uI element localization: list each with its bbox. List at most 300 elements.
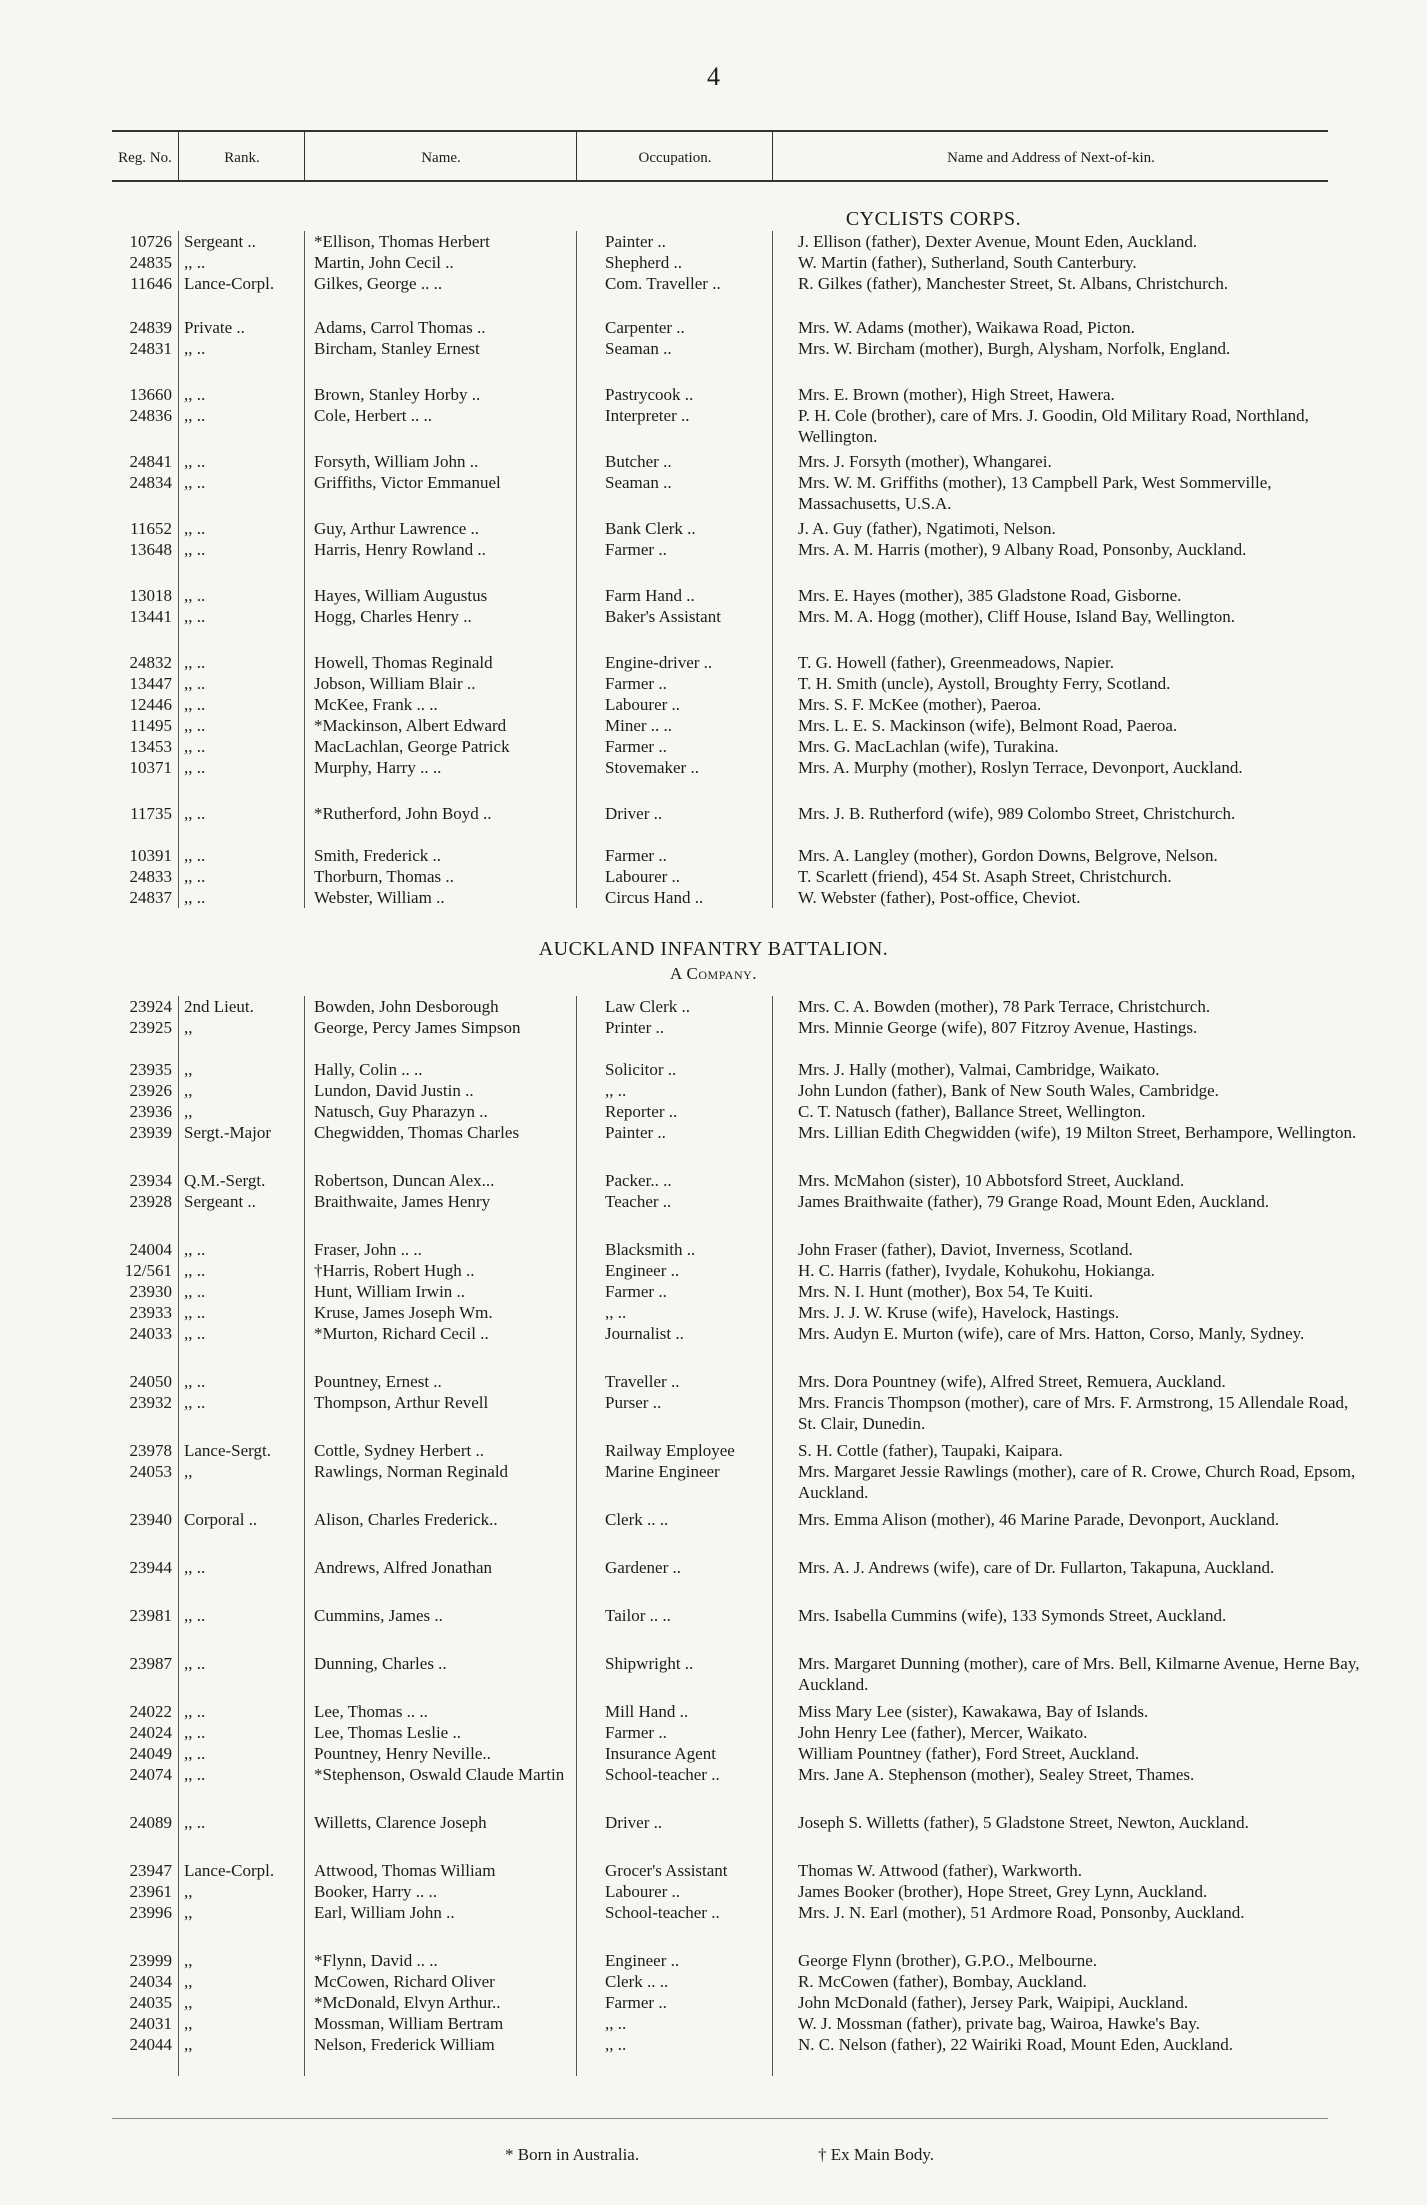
table-row	[0, 845, 1427, 866]
column-rule	[576, 996, 577, 2076]
occupation-cell: Insurance Agent	[605, 1744, 716, 1763]
next-of-kin-cell: Mrs. W. Bircham (mother), Burgh, Alysham, Norfolk, England.	[798, 339, 1231, 358]
reg-no-cell: 24834	[129, 473, 172, 492]
column-rule	[304, 996, 305, 2076]
name-cell: †Harris, Robert Hugh ..	[314, 1261, 475, 1280]
next-of-kin-cell: John Henry Lee (father), Mercer, Waikato.	[798, 1723, 1088, 1742]
next-of-kin-cell: Mrs. Dora Pountney (wife), Alfred Street, Remuera, Auckland.	[798, 1372, 1226, 1391]
rank-cell: ,, ..	[184, 339, 206, 358]
table-row	[0, 1461, 1427, 1503]
occupation-cell: Purser ..	[605, 1393, 662, 1412]
name-cell: Forsyth, William John ..	[314, 452, 479, 471]
name-cell: Lundon, David Justin ..	[314, 1081, 474, 1100]
occupation-cell: Farmer ..	[605, 674, 667, 693]
table-row	[0, 1902, 1427, 1944]
reg-no-cell: 24074	[129, 1765, 172, 1784]
reg-no-cell: 24837	[129, 888, 172, 907]
occupation-cell: ,, ..	[605, 2035, 627, 2054]
table-row	[0, 1860, 1427, 1881]
table-row	[0, 736, 1427, 757]
name-cell: Earl, William John ..	[314, 1903, 455, 1922]
occupation-cell: Marine Engineer	[605, 1462, 720, 1481]
column-rule	[772, 996, 773, 2076]
table-row	[0, 317, 1427, 338]
table-row	[0, 1170, 1427, 1191]
reg-no-cell: 13648	[129, 540, 172, 559]
next-of-kin-cell: T. Scarlett (friend), 454 St. Asaph Street, Christchurch.	[798, 867, 1172, 886]
rank-cell: ,, ..	[184, 1744, 206, 1763]
occupation-cell: Farmer ..	[605, 1282, 667, 1301]
name-cell: Fraser, John .. ..	[314, 1240, 422, 1259]
rank-cell: ,, ..	[184, 653, 206, 672]
name-cell: Pountney, Ernest ..	[314, 1372, 442, 1391]
rank-cell: Corporal ..	[184, 1510, 258, 1529]
table-row	[0, 1509, 1427, 1551]
next-of-kin-cell: William Pountney (father), Ford Street, Auckland.	[798, 1744, 1140, 1763]
table-row	[0, 803, 1427, 845]
reg-no-cell: 11495	[130, 716, 172, 735]
occupation-cell: Stovemaker ..	[605, 758, 699, 777]
reg-no-cell: 24839	[129, 318, 172, 337]
name-cell: McCowen, Richard Oliver	[314, 1972, 495, 1991]
next-of-kin-cell: Mrs. W. Adams (mother), Waikawa Road, Picton.	[798, 318, 1135, 337]
reg-no-cell: 24035	[129, 1993, 172, 2012]
next-of-kin-cell: James Booker (brother), Hope Street, Grey Lynn, Auckland.	[798, 1882, 1208, 1901]
name-cell: Attwood, Thomas William	[314, 1861, 496, 1880]
reg-no-cell: 24004	[129, 1240, 172, 1259]
column-rule	[178, 231, 179, 908]
name-cell: Cottle, Sydney Herbert ..	[314, 1441, 484, 1460]
name-cell: Martin, John Cecil ..	[314, 253, 454, 272]
table-row	[0, 273, 1427, 315]
name-cell: *Flynn, David .. ..	[314, 1951, 438, 1970]
rank-cell: ,, ..	[184, 737, 206, 756]
table-row	[0, 866, 1427, 887]
reg-no-cell: 12446	[129, 695, 172, 714]
table-row	[0, 1557, 1427, 1599]
rank-cell: ,,	[184, 2014, 193, 2033]
name-cell: Natusch, Guy Pharazyn ..	[314, 1102, 488, 1121]
column-header-name: Name.	[421, 149, 461, 166]
rank-cell: ,, ..	[184, 253, 206, 272]
next-of-kin-cell: R. McCowen (father), Bombay, Auckland.	[798, 1972, 1087, 1991]
table-row	[0, 887, 1427, 908]
table-row	[0, 1281, 1427, 1302]
section-title-cyclists: CYCLISTS CORPS.	[845, 208, 1022, 230]
table-row	[0, 996, 1427, 1017]
rank-cell: ,, ..	[184, 1324, 206, 1343]
table-row	[0, 694, 1427, 715]
name-cell: Harris, Henry Rowland ..	[314, 540, 486, 559]
occupation-cell: Seaman ..	[605, 339, 672, 358]
table-row	[0, 1017, 1427, 1059]
name-cell: Dunning, Charles ..	[314, 1654, 447, 1673]
rank-cell: Lance-Sergt.	[184, 1441, 272, 1460]
rank-cell: Lance-Corpl.	[184, 1861, 275, 1880]
next-of-kin-cell: Mrs. J. J. W. Kruse (wife), Havelock, Hastings.	[798, 1303, 1120, 1322]
reg-no-cell: 23924	[129, 997, 172, 1016]
next-of-kin-cell: Mrs. G. MacLachlan (wife), Turakina.	[798, 737, 1059, 756]
occupation-cell: School-teacher ..	[605, 1765, 720, 1784]
rank-cell: ,, ..	[184, 1261, 206, 1280]
name-cell: Thompson, Arthur Revell	[314, 1393, 489, 1412]
reg-no-cell: 11735	[130, 804, 172, 823]
occupation-cell: Engineer ..	[605, 1951, 680, 1970]
reg-no-cell: 24049	[129, 1744, 172, 1763]
reg-no-cell: 24089	[129, 1813, 172, 1832]
occupation-cell: Clerk .. ..	[605, 1510, 669, 1529]
next-of-kin-cell: Mrs. Audyn E. Murton (wife), care of Mrs. Hatton, Corso, Manly, Sydney.	[798, 1324, 1305, 1343]
reg-no-cell: 23999	[129, 1951, 172, 1970]
name-cell: Nelson, Frederick William	[314, 2035, 495, 2054]
reg-no-cell: 13441	[129, 607, 172, 626]
rank-cell: Lance-Corpl.	[184, 274, 275, 293]
reg-no-cell: 23933	[129, 1303, 172, 1322]
header-separator	[178, 130, 179, 180]
occupation-cell: Mill Hand ..	[605, 1702, 689, 1721]
rank-cell: ,, ..	[184, 1654, 206, 1673]
occupation-cell: Shepherd ..	[605, 253, 682, 272]
occupation-cell: Butcher ..	[605, 452, 672, 471]
table-row	[0, 1371, 1427, 1392]
table-row	[0, 451, 1427, 472]
next-of-kin-cell: Mrs. Margaret Jessie Rawlings (mother), care of R. Crowe, Church Road, Epsom, Auckland.	[798, 1462, 1356, 1502]
column-rule	[772, 231, 773, 908]
name-cell: *Murton, Richard Cecil ..	[314, 1324, 489, 1343]
occupation-cell: Farmer ..	[605, 846, 667, 865]
section-title-auckland: AUCKLAND INFANTRY BATTALION.	[538, 938, 889, 960]
occupation-cell: Engine-driver ..	[605, 653, 713, 672]
name-cell: Smith, Frederick ..	[314, 846, 442, 865]
rank-cell: ,, ..	[184, 1813, 206, 1832]
column-rule	[178, 996, 179, 2076]
rank-cell: ,, ..	[184, 1282, 206, 1301]
table-row	[0, 1701, 1427, 1722]
occupation-cell: Com. Traveller ..	[605, 274, 721, 293]
rank-cell: Sergeant ..	[184, 232, 256, 251]
table-row	[0, 2013, 1427, 2034]
reg-no-cell: 24832	[129, 653, 172, 672]
name-cell: Cole, Herbert .. ..	[314, 406, 433, 425]
table-row	[0, 2034, 1427, 2076]
reg-no-cell: 23934	[129, 1171, 172, 1190]
rank-cell: ,, ..	[184, 385, 206, 404]
rank-cell: ,, ..	[184, 586, 206, 605]
column-header-next-of-kin: Name and Address of Next-of-kin.	[947, 149, 1155, 166]
occupation-cell: Labourer ..	[605, 1882, 681, 1901]
next-of-kin-cell: Miss Mary Lee (sister), Kawakawa, Bay of Islands.	[798, 1702, 1149, 1721]
occupation-cell: Teacher ..	[605, 1192, 672, 1211]
next-of-kin-cell: Mrs. A. Langley (mother), Gordon Downs, Belgrove, Nelson.	[798, 846, 1218, 865]
table-row	[0, 472, 1427, 514]
header-separator	[304, 130, 305, 180]
name-cell: *Rutherford, John Boyd ..	[314, 804, 492, 823]
reg-no-cell: 24833	[129, 867, 172, 886]
next-of-kin-cell: W. Webster (father), Post-office, Cheviot.	[798, 888, 1081, 907]
occupation-cell: Packer.. ..	[605, 1171, 672, 1190]
next-of-kin-cell: Mrs. C. A. Bowden (mother), 78 Park Terrace, Christchurch.	[798, 997, 1211, 1016]
name-cell: Hunt, William Irwin ..	[314, 1282, 466, 1301]
rank-cell: ,, ..	[184, 1606, 206, 1625]
table-row	[0, 518, 1427, 539]
rank-cell: ,, ..	[184, 1765, 206, 1784]
rank-cell: ,, ..	[184, 758, 206, 777]
table-row	[0, 1440, 1427, 1461]
name-cell: *Ellison, Thomas Herbert	[314, 232, 490, 251]
rank-cell: ,,	[184, 1903, 193, 1922]
reg-no-cell: 10391	[129, 846, 172, 865]
next-of-kin-cell: Mrs. A. M. Harris (mother), 9 Albany Road, Ponsonby, Auckland.	[798, 540, 1247, 559]
rank-cell: Sergeant ..	[184, 1192, 256, 1211]
page-number: 4	[707, 62, 720, 91]
next-of-kin-cell: R. Gilkes (father), Manchester Street, St. Albans, Christchurch.	[798, 274, 1229, 293]
next-of-kin-cell: Mrs. W. M. Griffiths (mother), 13 Campbell Park, West Sommerville, Massachusetts, U.S.A.	[798, 473, 1272, 513]
occupation-cell: Farmer ..	[605, 540, 667, 559]
occupation-cell: Driver ..	[605, 1813, 663, 1832]
next-of-kin-cell: W. Martin (father), Sutherland, South Canterbury.	[798, 253, 1137, 272]
next-of-kin-cell: Mrs. Emma Alison (mother), 46 Marine Parade, Devonport, Auckland.	[798, 1510, 1280, 1529]
rank-cell: ,, ..	[184, 540, 206, 559]
reg-no-cell: 23935	[129, 1060, 172, 1079]
reg-no-cell: 24050	[129, 1372, 172, 1391]
reg-no-cell: 24053	[129, 1462, 172, 1481]
rank-cell: ,,	[184, 1102, 193, 1121]
next-of-kin-cell: Mrs. S. F. McKee (mother), Paeroa.	[798, 695, 1042, 714]
reg-no-cell: 10726	[129, 232, 172, 251]
table-row	[0, 231, 1427, 252]
reg-no-cell: 23947	[129, 1861, 172, 1880]
table-row	[0, 1812, 1427, 1854]
table-row	[0, 338, 1427, 380]
table-row	[0, 1239, 1427, 1260]
next-of-kin-cell: Joseph S. Willetts (father), 5 Gladstone Street, Newton, Auckland.	[798, 1813, 1249, 1832]
table-row	[0, 606, 1427, 648]
name-cell: Robertson, Duncan Alex...	[314, 1171, 495, 1190]
next-of-kin-cell: Thomas W. Attwood (father), Warkworth.	[798, 1861, 1082, 1880]
header-separator	[576, 130, 577, 180]
next-of-kin-cell: James Braithwaite (father), 79 Grange Road, Mount Eden, Auckland.	[798, 1192, 1270, 1211]
name-cell: Mossman, William Bertram	[314, 2014, 504, 2033]
table-row	[0, 539, 1427, 581]
reg-no-cell: 11652	[130, 519, 172, 538]
occupation-cell: Farm Hand ..	[605, 586, 695, 605]
rank-cell: ,,	[184, 1972, 193, 1991]
next-of-kin-cell: George Flynn (brother), G.P.O., Melbourne.	[798, 1951, 1098, 1970]
name-cell: Hogg, Charles Henry ..	[314, 607, 472, 626]
name-cell: Hally, Colin .. ..	[314, 1060, 423, 1079]
table-row	[0, 1764, 1427, 1806]
next-of-kin-cell: S. H. Cottle (father), Taupaki, Kaipara.	[798, 1441, 1063, 1460]
next-of-kin-cell: Mrs. L. E. S. Mackinson (wife), Belmont Road, Paeroa.	[798, 716, 1178, 735]
occupation-cell: Printer ..	[605, 1018, 665, 1037]
header-rule-top	[112, 130, 1328, 132]
occupation-cell: Driver ..	[605, 804, 663, 823]
rank-cell: Private ..	[184, 318, 245, 337]
name-cell: Brown, Stanley Horby ..	[314, 385, 481, 404]
rank-cell: ,,	[184, 1060, 193, 1079]
name-cell: Pountney, Henry Neville..	[314, 1744, 491, 1763]
name-cell: Andrews, Alfred Jonathan	[314, 1558, 492, 1577]
name-cell: Cummins, James ..	[314, 1606, 443, 1625]
next-of-kin-cell: Mrs. E. Hayes (mother), 385 Gladstone Road, Gisborne.	[798, 586, 1182, 605]
name-cell: Willetts, Clarence Joseph	[314, 1813, 487, 1832]
table-row	[0, 757, 1427, 799]
name-cell: Gilkes, George .. ..	[314, 274, 443, 293]
reg-no-cell: 13018	[129, 586, 172, 605]
reg-no-cell: 24841	[129, 452, 172, 471]
bottom-rule	[112, 2118, 1328, 2119]
occupation-cell: Farmer ..	[605, 1993, 667, 2012]
reg-no-cell: 23939	[129, 1123, 172, 1142]
rank-cell: ,, ..	[184, 1372, 206, 1391]
occupation-cell: Carpenter ..	[605, 318, 685, 337]
reg-no-cell: 10371	[129, 758, 172, 777]
name-cell: MacLachlan, George Patrick	[314, 737, 510, 756]
next-of-kin-cell: C. T. Natusch (father), Ballance Street, Wellington.	[798, 1102, 1146, 1121]
header-separator	[772, 130, 773, 180]
reg-no-cell: 24022	[129, 1702, 172, 1721]
occupation-cell: Solicitor ..	[605, 1060, 677, 1079]
reg-no-cell: 23930	[129, 1282, 172, 1301]
rank-cell: ,, ..	[184, 519, 206, 538]
occupation-cell: Engineer ..	[605, 1261, 680, 1280]
next-of-kin-cell: John McDonald (father), Jersey Park, Waipipi, Auckland.	[798, 1993, 1189, 2012]
next-of-kin-cell: Mrs. Francis Thompson (mother), care of Mrs. F. Armstrong, 15 Allendale Road, St. Clair, Dunedin.	[798, 1393, 1349, 1433]
occupation-cell: ,, ..	[605, 1081, 627, 1100]
occupation-cell: Railway Employee	[605, 1441, 735, 1460]
next-of-kin-cell: Mrs. J. Hally (mother), Valmai, Cambridge, Waikato.	[798, 1060, 1160, 1079]
reg-no-cell: 11646	[130, 274, 172, 293]
next-of-kin-cell: Mrs. J. N. Earl (mother), 51 Ardmore Road, Ponsonby, Auckland.	[798, 1903, 1245, 1922]
next-of-kin-cell: J. Ellison (father), Dexter Avenue, Mount Eden, Auckland.	[798, 232, 1198, 251]
name-cell: Lee, Thomas .. ..	[314, 1702, 428, 1721]
occupation-cell: Farmer ..	[605, 737, 667, 756]
table-row	[0, 252, 1427, 273]
rank-cell: ,, ..	[184, 1702, 206, 1721]
name-cell: *Mackinson, Albert Edward	[314, 716, 507, 735]
table-row	[0, 1191, 1427, 1233]
rank-cell: ,, ..	[184, 695, 206, 714]
reg-no-cell: 12/561	[124, 1261, 172, 1280]
occupation-cell: Shipwright ..	[605, 1654, 694, 1673]
rank-cell: ,, ..	[184, 846, 206, 865]
rank-cell: ,,	[184, 1081, 193, 1100]
name-cell: Rawlings, Norman Reginald	[314, 1462, 509, 1481]
rank-cell: ,, ..	[184, 674, 206, 693]
reg-no-cell: 24831	[129, 339, 172, 358]
name-cell: Jobson, William Blair ..	[314, 674, 476, 693]
occupation-cell: Farmer ..	[605, 1723, 667, 1742]
reg-no-cell: 23961	[129, 1882, 172, 1901]
next-of-kin-cell: Mrs. A. Murphy (mother), Roslyn Terrace, Devonport, Auckland.	[798, 758, 1243, 777]
occupation-cell: Traveller ..	[605, 1372, 680, 1391]
occupation-cell: Journalist ..	[605, 1324, 684, 1343]
reg-no-cell: 24044	[129, 2035, 172, 2054]
table-row	[0, 1302, 1427, 1323]
name-cell: Lee, Thomas Leslie ..	[314, 1723, 461, 1742]
reg-no-cell: 23940	[129, 1510, 172, 1529]
next-of-kin-cell: T. G. Howell (father), Greenmeadows, Napier.	[798, 653, 1114, 672]
next-of-kin-cell: John Fraser (father), Daviot, Inverness, Scotland.	[798, 1240, 1133, 1259]
occupation-cell: Seaman ..	[605, 473, 672, 492]
table-row	[0, 585, 1427, 606]
next-of-kin-cell: J. A. Guy (father), Ngatimoti, Nelson.	[798, 519, 1056, 538]
rank-cell: ,, ..	[184, 716, 206, 735]
table-row	[0, 1722, 1427, 1743]
table-row	[0, 384, 1427, 405]
table-row	[0, 1653, 1427, 1695]
rank-cell: ,, ..	[184, 1558, 206, 1577]
next-of-kin-cell: T. H. Smith (uncle), Aystoll, Broughty Ferry, Scotland.	[798, 674, 1171, 693]
rank-cell: ,,	[184, 1882, 193, 1901]
reg-no-cell: 24024	[129, 1723, 172, 1742]
rank-cell: ,, ..	[184, 867, 206, 886]
occupation-cell: Circus Hand ..	[605, 888, 704, 907]
rank-cell: ,, ..	[184, 452, 206, 471]
rank-cell: ,,	[184, 1993, 193, 2012]
rank-cell: Q.M.-Sergt.	[184, 1171, 266, 1190]
rank-cell: ,, ..	[184, 1240, 206, 1259]
column-rule	[304, 231, 305, 908]
next-of-kin-cell: Mrs. E. Brown (mother), High Street, Hawera.	[798, 385, 1115, 404]
reg-no-cell: 23987	[129, 1654, 172, 1673]
table-row	[0, 1992, 1427, 2013]
next-of-kin-cell: Mrs. Jane A. Stephenson (mother), Sealey Street, Thames.	[798, 1765, 1195, 1784]
rank-cell: ,, ..	[184, 1303, 206, 1322]
table-row	[0, 1080, 1427, 1101]
occupation-cell: Blacksmith ..	[605, 1240, 696, 1259]
header-rule-bottom	[112, 180, 1328, 182]
next-of-kin-cell: Mrs. J. Forsyth (mother), Whangarei.	[798, 452, 1052, 471]
reg-no-cell: 24836	[129, 406, 172, 425]
name-cell: Chegwidden, Thomas Charles	[314, 1123, 520, 1142]
reg-no-cell: 23996	[129, 1903, 172, 1922]
next-of-kin-cell: N. C. Nelson (father), 22 Wairiki Road, Mount Eden, Auckland.	[798, 2035, 1234, 2054]
name-cell: Griffiths, Victor Emmanuel	[314, 473, 501, 492]
next-of-kin-cell: Mrs. Isabella Cummins (wife), 133 Symonds Street, Auckland.	[798, 1606, 1227, 1625]
name-cell: Braithwaite, James Henry	[314, 1192, 491, 1211]
column-header-occupation: Occupation.	[638, 149, 712, 166]
reg-no-cell: 24031	[129, 2014, 172, 2033]
next-of-kin-cell: Mrs. Minnie George (wife), 807 Fitzroy Avenue, Hastings.	[798, 1018, 1198, 1037]
table-row	[0, 1743, 1427, 1764]
reg-no-cell: 23981	[129, 1606, 172, 1625]
next-of-kin-cell: P. H. Cole (brother), care of Mrs. J. Goodin, Old Military Road, Northland, Wellington.	[798, 406, 1309, 446]
name-cell: George, Percy James Simpson	[314, 1018, 521, 1037]
next-of-kin-cell: Mrs. Lillian Edith Chegwidden (wife), 19 Milton Street, Berhampore, Wellington.	[798, 1123, 1357, 1142]
name-cell: Guy, Arthur Lawrence ..	[314, 519, 480, 538]
reg-no-cell: 23926	[129, 1081, 172, 1100]
column-header-rank: Rank.	[224, 149, 260, 166]
occupation-cell: Pastrycook ..	[605, 385, 694, 404]
occupation-cell: Baker's Assistant	[605, 607, 721, 626]
occupation-cell: Clerk .. ..	[605, 1972, 669, 1991]
name-cell: Thorburn, Thomas ..	[314, 867, 454, 886]
occupation-cell: School-teacher ..	[605, 1903, 720, 1922]
rank-cell: ,,	[184, 1462, 193, 1481]
next-of-kin-cell: Mrs. Margaret Dunning (mother), care of Mrs. Bell, Kilmarne Avenue, Herne Bay, Auckland.	[798, 1654, 1360, 1694]
table-row	[0, 1950, 1427, 1971]
name-cell: Bircham, Stanley Ernest	[314, 339, 480, 358]
table-row	[0, 1605, 1427, 1647]
table-row	[0, 715, 1427, 736]
column-header-reg-no: Reg. No.	[118, 149, 172, 166]
rank-cell: ,, ..	[184, 888, 206, 907]
next-of-kin-cell: W. J. Mossman (father), private bag, Wairoa, Hawke's Bay.	[798, 2014, 1200, 2033]
table-row	[0, 652, 1427, 673]
reg-no-cell: 24835	[129, 253, 172, 272]
occupation-cell: Grocer's Assistant	[605, 1861, 728, 1880]
